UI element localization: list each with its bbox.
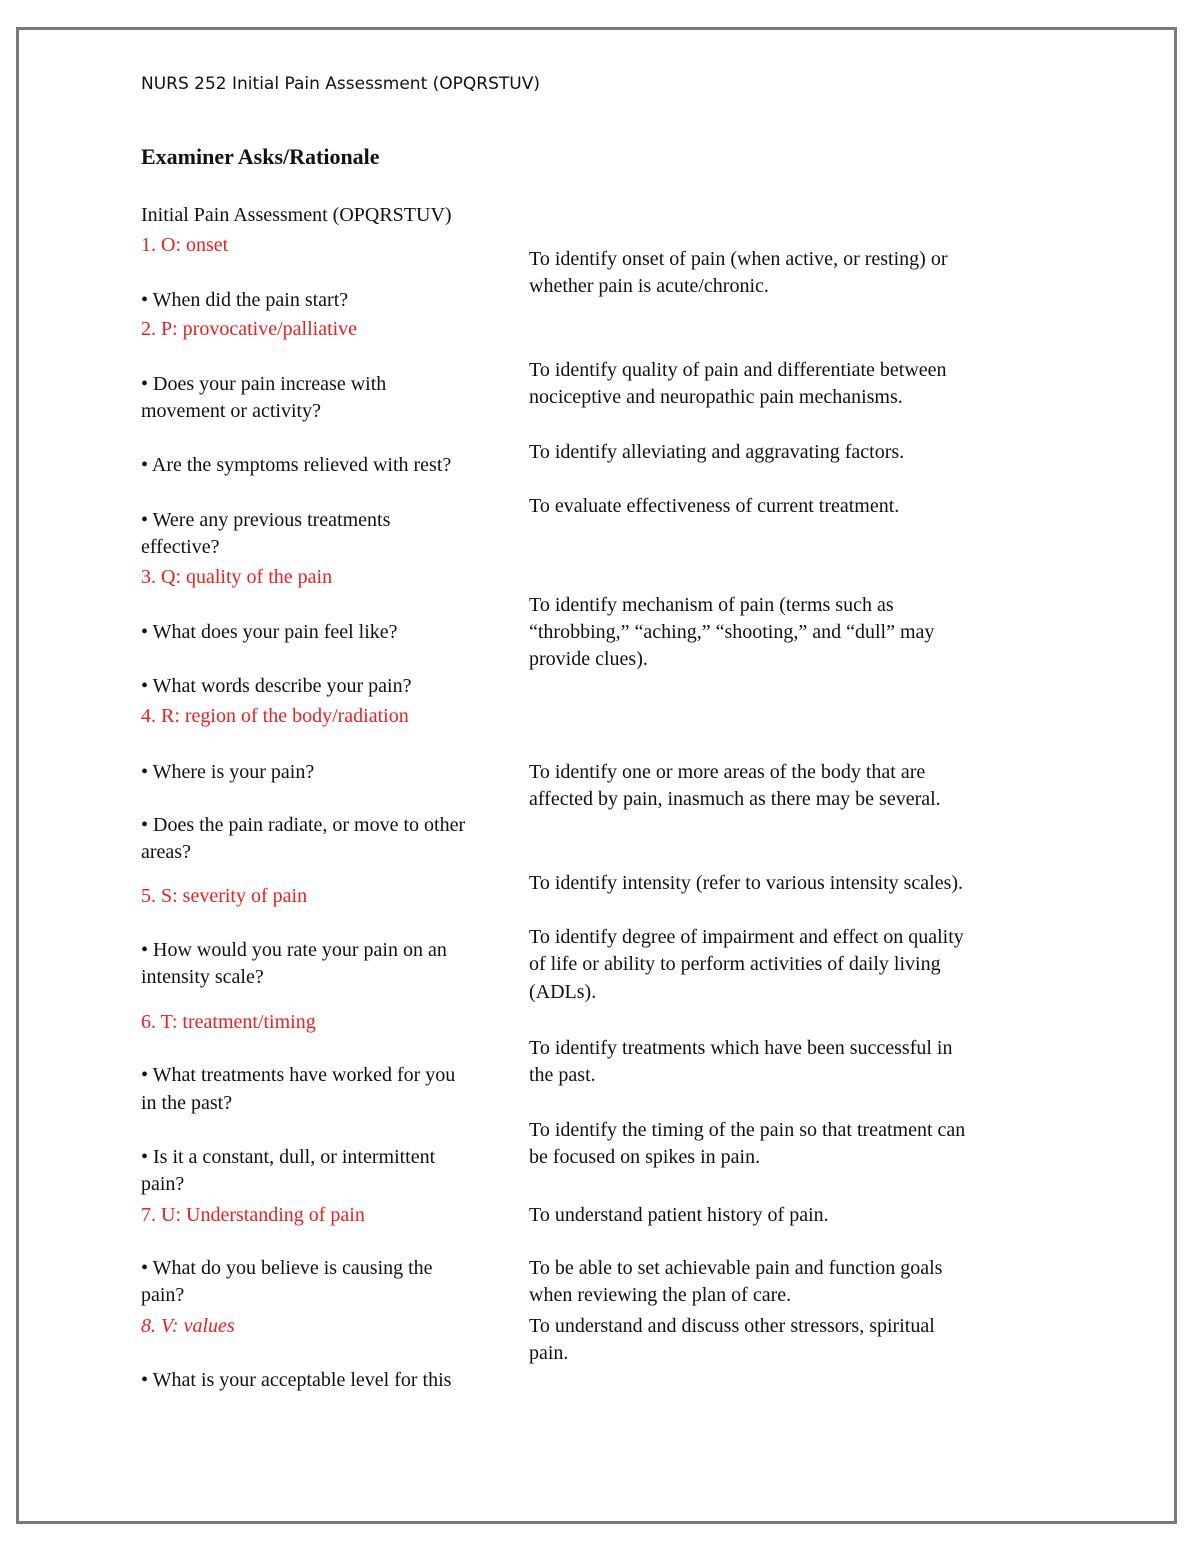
rationale-item: nociceptive and neuropathic pain mechanisms. (529, 386, 903, 408)
rationale-item: (ADLs). (529, 981, 597, 1003)
rationale-item: To identify quality of pain and differentiate between (529, 359, 947, 381)
question-item: • What treatments have worked for you (141, 1064, 456, 1086)
rationale-item: the past. (529, 1064, 596, 1086)
question-item: areas? (141, 841, 191, 863)
rationale-item: when reviewing the plan of care. (529, 1284, 792, 1306)
rationale-item: “throbbing,” “aching,” “shooting,” and “dull” may (529, 621, 935, 643)
rationale-item: whether pain is acute/chronic. (529, 275, 769, 297)
section-onset: 1. O: onset (141, 234, 229, 256)
question-item: • Is it a constant, dull, or intermittent (141, 1146, 436, 1168)
question-item: • How would you rate your pain on an (141, 939, 447, 961)
section-provocative: 2. P: provocative/palliative (141, 318, 358, 340)
question-item: pain? (141, 1173, 185, 1195)
rationale-item: To identify mechanism of pain (terms such as (529, 594, 894, 616)
question-item: • What is your acceptable level for this (141, 1369, 452, 1391)
rationale-item: To identify alleviating and aggravating factors. (529, 441, 905, 463)
rationale-item: of life or ability to perform activities of daily living (529, 953, 941, 975)
rationale-item: To identify the timing of the pain so that treatment can (529, 1119, 966, 1141)
question-item: • What words describe your pain? (141, 675, 412, 697)
question-item: pain? (141, 1284, 185, 1306)
question-item: • What does your pain feel like? (141, 621, 398, 643)
rationale-item: To identify one or more areas of the body that are (529, 761, 926, 783)
question-item: in the past? (141, 1092, 233, 1114)
page-title: Examiner Asks/Rationale (141, 144, 380, 169)
question-item: effective? (141, 536, 220, 558)
section-region: 4. R: region of the body/radiation (141, 705, 409, 727)
section-severity: 5. S: severity of pain (141, 885, 308, 907)
question-item: • What do you believe is causing the (141, 1257, 433, 1279)
question-item: movement or activity? (141, 400, 321, 422)
question-item: intensity scale? (141, 966, 264, 988)
rationale-item: To identify treatments which have been successful in (529, 1037, 953, 1059)
rationale-item: provide clues). (529, 648, 648, 670)
rationale-item: To evaluate effectiveness of current treatment. (529, 495, 900, 517)
rationale-item: To understand patient history of pain. (529, 1204, 829, 1226)
rationale-item: To identify degree of impairment and effect on quality (529, 926, 964, 948)
question-item: • Are the symptoms relieved with rest? (141, 454, 452, 476)
section-treatment: 6. T: treatment/timing (141, 1011, 316, 1033)
question-item: • Where is your pain? (141, 761, 315, 783)
section-values: 8. V: values (141, 1315, 235, 1337)
rationale-item: To identify onset of pain (when active, or resting) or (529, 248, 948, 270)
subheading: Initial Pain Assessment (OPQRSTUV) (141, 204, 452, 226)
section-quality: 3. Q: quality of the pain (141, 566, 333, 588)
rationale-item: be focused on spikes in pain. (529, 1146, 761, 1168)
rationale-item: pain. (529, 1342, 569, 1364)
rationale-item: To understand and discuss other stressors, spiritual (529, 1315, 935, 1337)
rationale-item: affected by pain, inasmuch as there may be several. (529, 788, 941, 810)
section-understanding: 7. U: Understanding of pain (141, 1204, 365, 1226)
document-header: NURS 252 Initial Pain Assessment (OPQRSTUV) (141, 74, 540, 94)
question-item: • Does the pain radiate, or move to other (141, 814, 466, 836)
question-item: • Does your pain increase with (141, 373, 387, 395)
rationale-item: To be able to set achievable pain and function goals (529, 1257, 943, 1279)
question-item: • When did the pain start? (141, 289, 349, 311)
rationale-item: To identify intensity (refer to various intensity scales). (529, 872, 964, 894)
question-item: • Were any previous treatments (141, 509, 391, 531)
